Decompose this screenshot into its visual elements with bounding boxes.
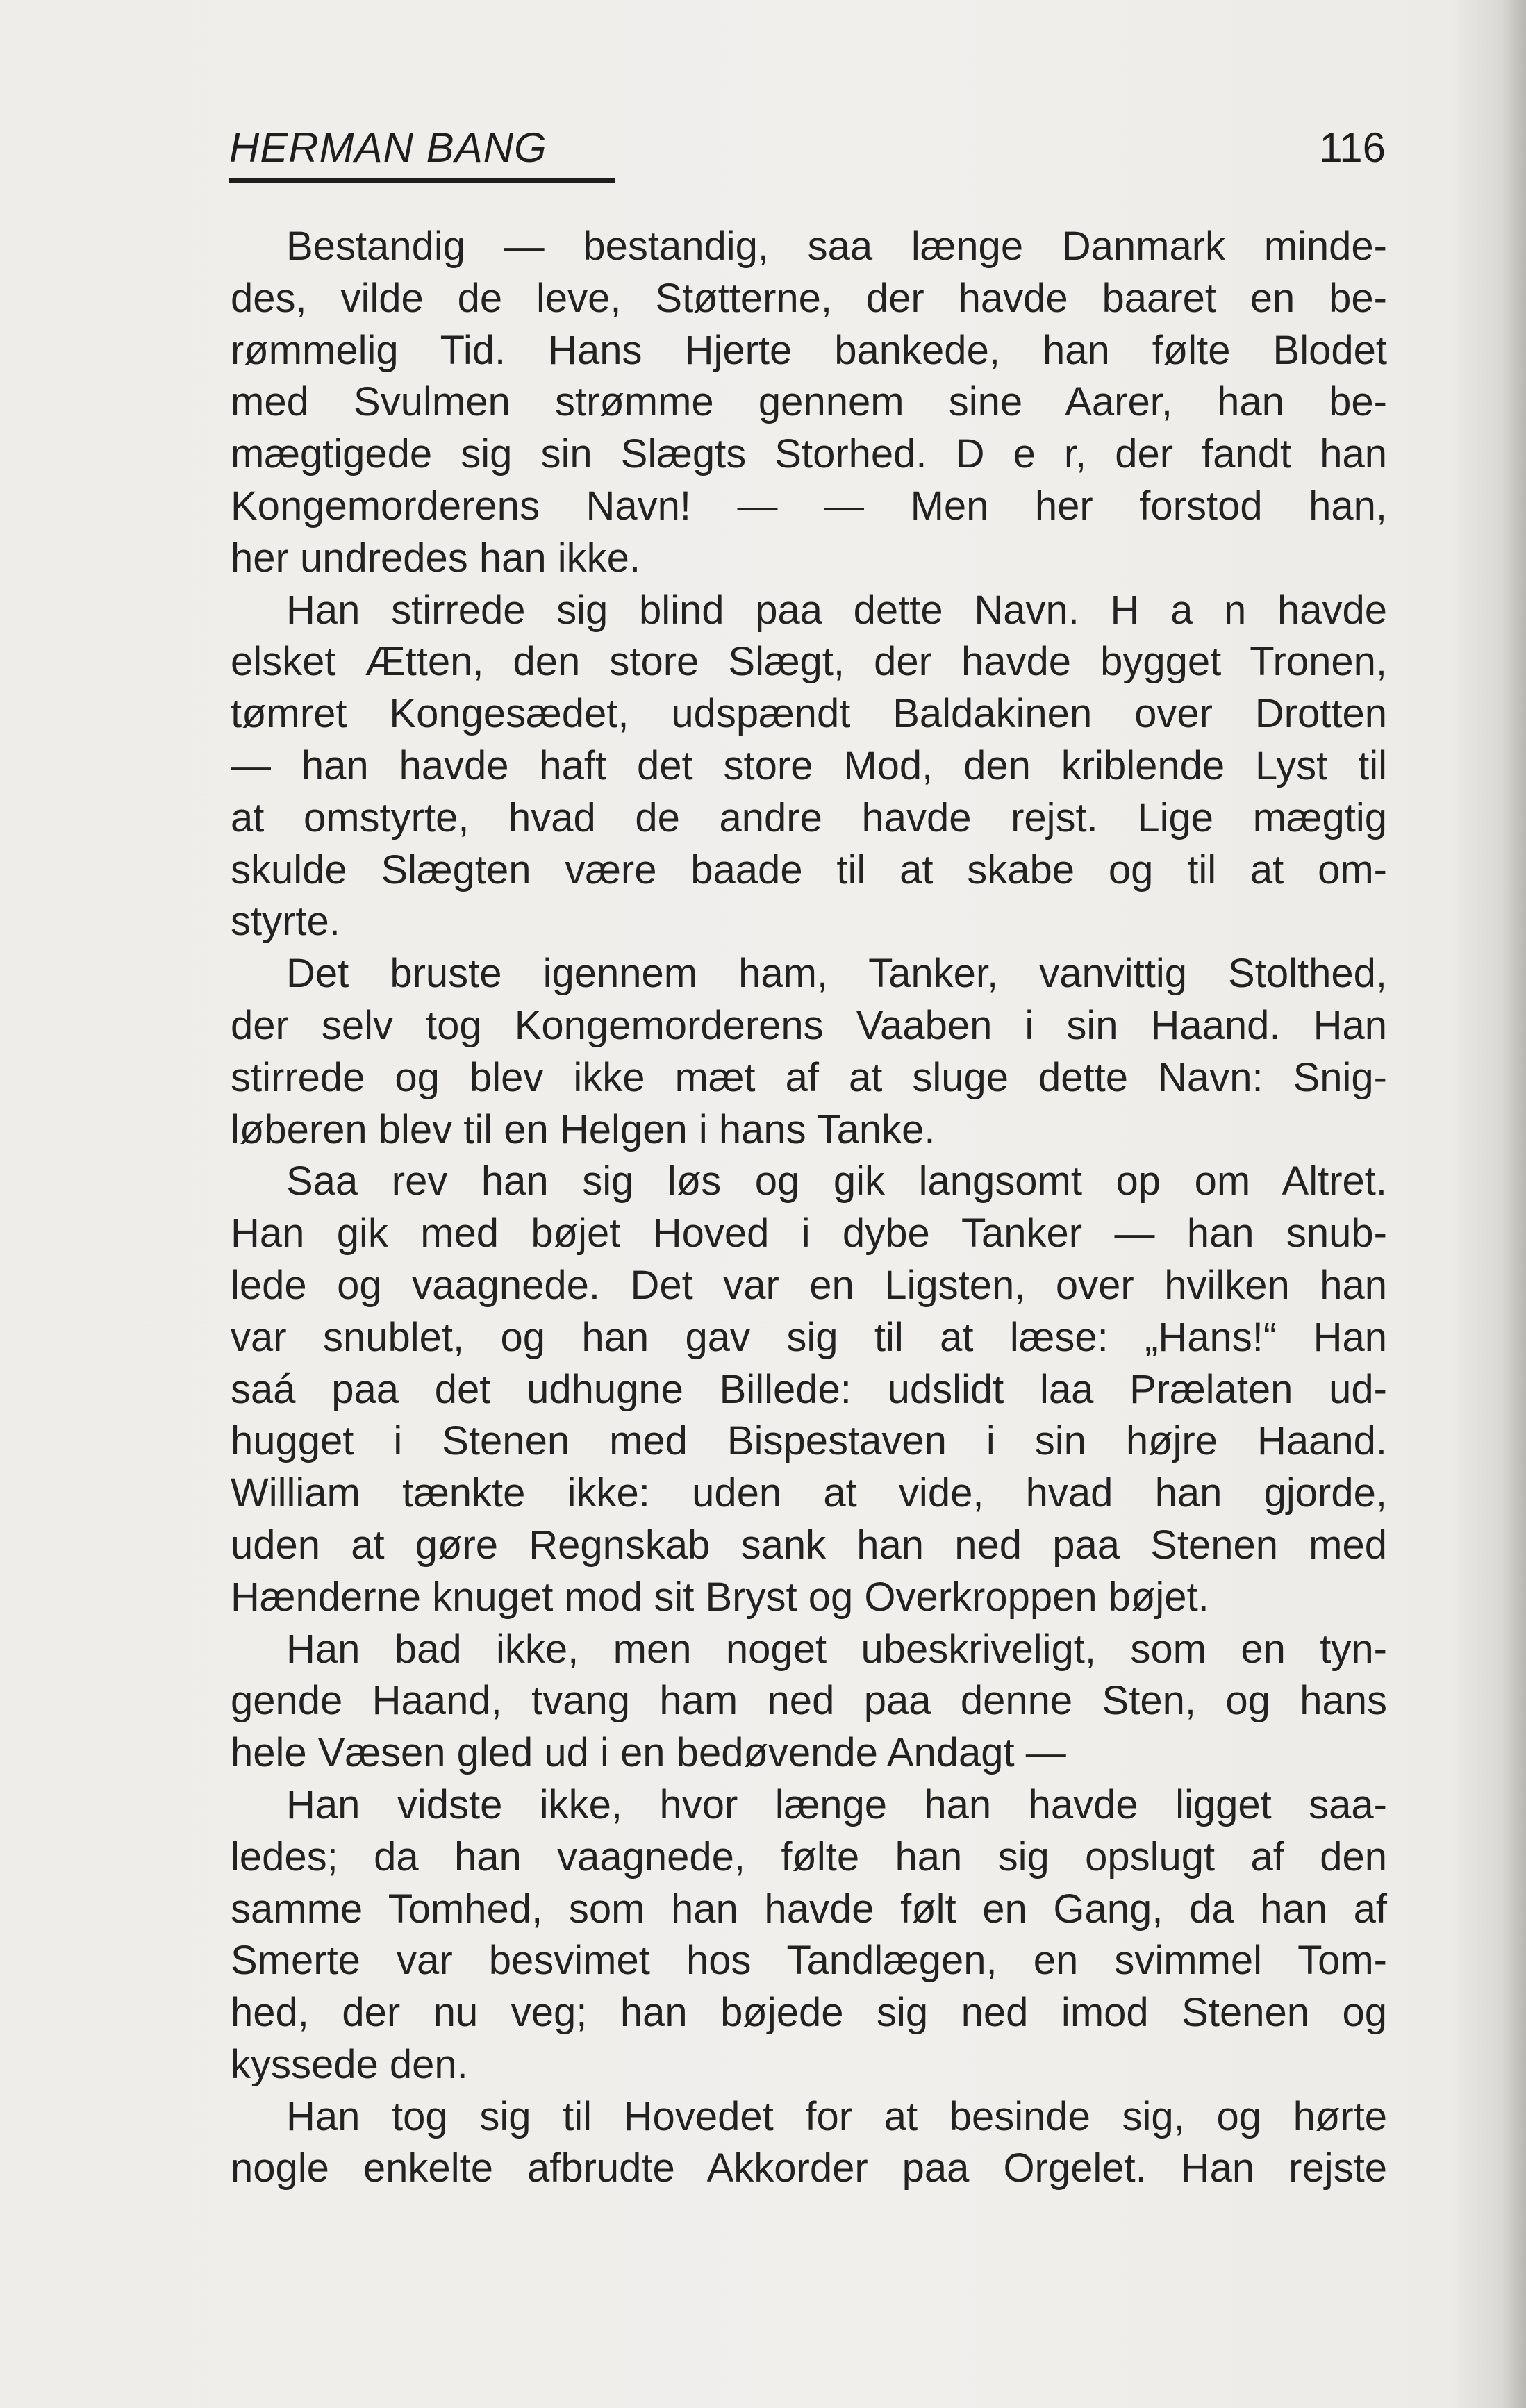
text-line: Hænderne knuget mod sit Bryst og Overkroppen bøjet. <box>231 1574 1209 1620</box>
text-line: Kongemorderens Navn! — — Men her forstod han, <box>231 483 1387 529</box>
text-line: Han bad ikke, men noget ubeskriveligt, som en tyn- <box>286 1626 1387 1672</box>
text-line: Han gik med bøjet Hoved i dybe Tanker — han snub- <box>231 1211 1387 1256</box>
page-number: 116 <box>1319 124 1386 171</box>
header-underline <box>229 178 615 183</box>
running-header <box>229 111 1386 194</box>
text-line: samme Tomhed, som han havde følt en Gang, da han af <box>231 1886 1387 1932</box>
text-line: des, vilde de leve, Støtterne, der havde baaret en be- <box>231 275 1387 321</box>
text-line: Saa rev han sig løs og gik langsomt op om Altret. <box>286 1159 1387 1204</box>
text-line: Smerte var besvimet hos Tandlægen, en svimmel Tom- <box>231 1938 1387 1984</box>
text-line: Han stirrede sig blind paa dette Navn. H a n havde <box>286 587 1387 633</box>
text-line: kyssede den. <box>231 2041 468 2087</box>
text-line: rømmelig Tid. Hans Hjerte bankede, han følte Blodet <box>231 327 1387 373</box>
text-line: uden at gøre Regnskab sank han ned paa Stenen med <box>231 1522 1387 1568</box>
text-line: hed, der nu veg; han bøjede sig ned imod Stenen og <box>231 1990 1387 2036</box>
text-line: her undredes han ikke. <box>231 535 641 581</box>
text-line: nogle enkelte afbrudte Akkorder paa Orgelet. Han rejste <box>231 2145 1387 2191</box>
text-line: Han vidste ikke, hvor længe han havde ligget saa- <box>286 1782 1387 1827</box>
text-line: løberen blev til en Helgen i hans Tanke. <box>231 1106 936 1152</box>
text-line: skulde Slægten være baade til at skabe og til at om- <box>231 847 1387 892</box>
text-line: Han tog sig til Hovedet for at besinde sig, og hørte <box>286 2093 1387 2139</box>
text-line: tømret Kongesædet, udspændt Baldakinen over Drotten <box>231 691 1387 737</box>
text-line: saá paa det udhugne Billede: udslidt laa Prælaten ud- <box>231 1366 1387 1412</box>
running-header-author: HERMAN BANG <box>229 124 547 171</box>
text-line: ledes; da han vaagnede, følte han sig opslugt af den <box>231 1834 1387 1879</box>
text-line: stirrede og blev ikke mæt af at sluge dette Navn: Snig- <box>231 1054 1387 1100</box>
text-line: var snublet, og han gav sig til at læse: „Hans!“ Han <box>231 1314 1387 1360</box>
text-line: styrte. <box>231 899 340 945</box>
text-line: William tænkte ikke: uden at vide, hvad han gjorde, <box>231 1470 1387 1516</box>
text-line: mægtigede sig sin Slægts Storhed. D e r, der fandt han <box>231 431 1387 477</box>
text-line: Bestandig — bestandig, saa længe Danmark minde- <box>286 224 1387 269</box>
text-line: gende Haand, tvang ham ned paa denne Sten, og hans <box>231 1678 1387 1724</box>
text-line: lede og vaagnede. Det var en Ligsten, over hvilken han <box>231 1262 1387 1308</box>
body-text <box>231 221 1387 2195</box>
text-line: der selv tog Kongemorderens Vaaben i sin Haand. Han <box>231 1002 1387 1048</box>
text-line: Det bruste igennem ham, Tanker, vanvittig Stolthed, <box>286 951 1387 997</box>
text-line: med Svulmen strømme gennem sine Aarer, han be- <box>231 379 1387 425</box>
text-line: hugget i Stenen med Bispestaven i sin højre Haand. <box>231 1418 1387 1464</box>
text-line: at omstyrte, hvad de andre havde rejst. Lige mægtig <box>231 795 1387 840</box>
text-line: hele Væsen gled ud i en bedøvende Andagt — <box>231 1730 1066 1776</box>
text-line: — han havde haft det store Mod, den kriblende Lyst til <box>231 742 1387 788</box>
text-line: elsket Ætten, den store Slægt, der havde bygget Tronen, <box>231 639 1387 685</box>
